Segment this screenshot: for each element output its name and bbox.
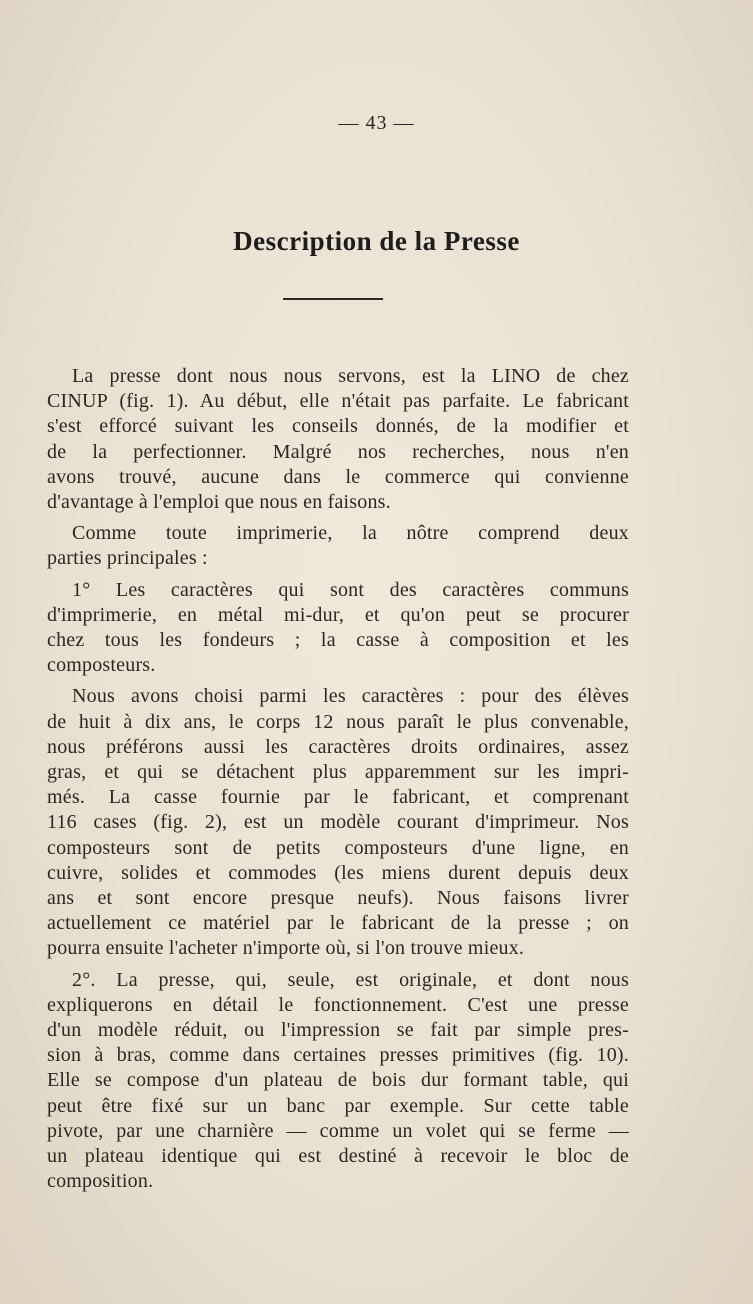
text-line: La presse dont nous nous servons, est la LINO de chez <box>72 365 629 387</box>
text-line: composition. <box>47 1170 154 1193</box>
text-line: Nous avons choisi parmi les caractères : pour des élèves <box>72 685 629 708</box>
text-line: parties principales : <box>47 547 208 570</box>
text-line: cuivre, solides et commodes (les miens durent depuis deux <box>47 861 629 884</box>
text-line: chez tous les fondeurs ; la casse à composition et les <box>47 629 629 652</box>
paragraph <box>47 968 629 1195</box>
text-line: peut être fixé sur un banc par exemple. Sur cette table <box>47 1094 629 1117</box>
title-divider <box>283 298 383 300</box>
page-title: Description de la Presse <box>233 226 520 256</box>
text-line: 1° Les caractères qui sont des caractères communs <box>72 578 629 601</box>
text-line: de la perfectionner. Malgré nos recherches, nous n'en <box>47 440 629 463</box>
text-line: ans et sont encore presque neufs). Nous faisons livrer <box>47 887 629 910</box>
text-line: més. La casse fournie par le fabricant, et comprenant <box>47 786 629 809</box>
text-line: 2°. La presse, qui, seule, est originale, et dont nous <box>72 968 629 991</box>
text-line: gras, et qui se détachent plus apparemment sur les impri- <box>47 761 629 784</box>
text-line: sion à bras, comme dans certaines presses primitives (fig. 10). <box>47 1044 629 1067</box>
page-number: — 43 — <box>338 112 415 134</box>
paragraph <box>47 684 629 961</box>
text-line: CINUP (fig. 1). Au début, elle n'était pas parfaite. Le fabricant <box>47 390 629 413</box>
text-line: Elle se compose d'un plateau de bois dur formant table, qui <box>47 1069 629 1092</box>
paragraph <box>47 364 629 515</box>
text-line: 116 cases (fig. 2), est un modèle courant d'imprimeur. Nos <box>47 811 629 834</box>
text-line: d'imprimerie, en métal mi-dur, et qu'on peut se procurer <box>47 603 629 626</box>
text-line: expliquerons en détail le fonctionnement. C'est une presse <box>47 993 629 1016</box>
text-line: actuellement ce matériel par le fabricant de la presse ; on <box>47 912 629 935</box>
text-line: de huit à dix ans, le corps 12 nous paraît le plus convenable, <box>47 710 629 733</box>
text-line: pivote, par une charnière — comme un volet qui se ferme — <box>47 1119 629 1142</box>
body-text <box>47 364 629 1201</box>
text-line: pourra ensuite l'acheter n'importe où, si l'on trouve mieux. <box>47 937 525 960</box>
text-line: d'avantage à l'emploi que nous en faisons. <box>47 491 391 514</box>
paragraph <box>47 521 629 571</box>
text-line: un plateau identique qui est destiné à recevoir le bloc de <box>47 1145 629 1168</box>
text-line: composteurs. <box>47 654 156 677</box>
text-line: nous préférons aussi les caractères droits ordinaires, assez <box>47 735 629 758</box>
text-line: composteurs sont de petits composteurs d'une ligne, en <box>47 836 629 859</box>
text-line: avons trouvé, aucune dans le commerce qui convienne <box>47 465 629 488</box>
text-line: d'un modèle réduit, ou l'impression se fait par simple pres- <box>47 1019 629 1042</box>
text-line: Comme toute imprimerie, la nôtre comprend deux <box>72 522 629 545</box>
paragraph <box>47 578 629 679</box>
text-line: s'est efforcé suivant les conseils donnés, de la modifier et <box>47 415 629 438</box>
